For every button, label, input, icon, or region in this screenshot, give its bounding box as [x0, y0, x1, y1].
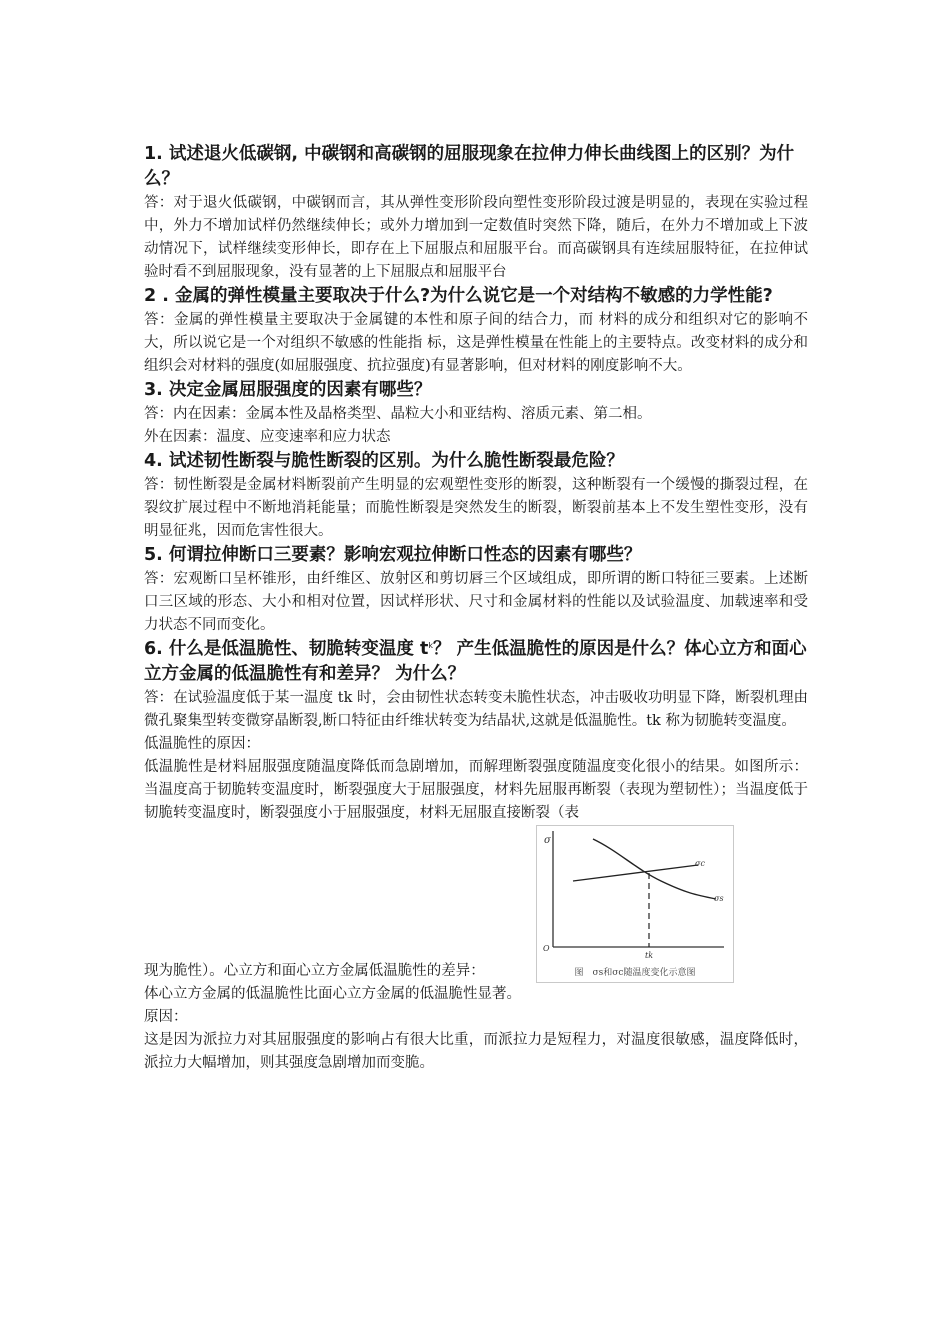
reason-text: 这是因为派拉力对其屈服强度的影响占有很大比重，而派拉力是短程力，对温度很敏感，温度降低时，派拉力大幅增加，则其强度急剧增加而变脆。 — [144, 1032, 808, 1071]
answer-3-external: 外在因素：温度、应变速率和应力状态 — [144, 429, 391, 445]
question-5: 5. 何谓拉伸断口三要素？影响宏观拉伸断口性态的因素有哪些？ — [144, 545, 642, 565]
figure-caption: 图 σs和σc随温度变化示意图 — [574, 968, 696, 978]
cause-text: 低温脆性是材料屈服强度随温度降低而急剧增加，而解理断裂强度随温度变化很小的结果。如图所示：当温度高于韧脆转变温度时，断裂强度大于屈服强度，材料先屈服再断裂（表现为塑韧性）；当温度低于韧脆转变温度时，断裂强度小于屈服强度，材料无屈服直接断裂（表 — [144, 759, 808, 821]
reason-heading: 原因： — [144, 1009, 188, 1025]
question-6 — [144, 637, 808, 687]
figure-line — [144, 825, 808, 983]
bcc-fcc-difference: 体心立方金属的低温脆性比面心立方金属的低温脆性显著。 — [144, 986, 521, 1002]
answer-3-internal: 答：内在因素：金属本性及晶格类型、晶粒大小和亚结构、溶质元素、第二相。 — [144, 406, 652, 422]
y-axis-label: σ — [544, 835, 551, 846]
question-2: 2 . 金属的弹性模量主要取决于什么?为什么说它是一个对结构不敏感的力学性能? — [144, 286, 773, 306]
question-6-part-a: 6. 什么是低温脆性、韧脆转变温度 t — [144, 639, 429, 659]
answer-2: 答：金属的弹性模量主要取决于金属键的本性和原子间的结合力，而 材料的成分和组织对它的影响不大，所以说它是一个对组织不敏感的性能指 标，这是弹性模量在性能上的主要特点。改变材料的成分和组织会对材料的强度(如屈服强度、抗拉强度)有显著影响，但对材料的刚度影响不大。 — [144, 312, 808, 374]
curve-sigma-s-label: σs — [714, 894, 724, 903]
question-4: 4. 试述韧性断裂与脆性断裂的区别。为什么脆性断裂最危险？ — [144, 451, 624, 471]
cause-heading: 低温脆性的原因： — [144, 736, 260, 752]
answer-5: 答：宏观断口呈杯锥形，由纤维区、放射区和剪切唇三个区域组成，即所谓的断口特征三要素。上述断口三区域的形态、大小和相对位置，因试样形状、尺寸和金属材料的性能以及试验温度、加载速率和受力状态不同而变化。 — [144, 571, 808, 633]
question-6-part-b: ？ 产生低温脆性的原因是什么？体心立方和面心立方金属的低温脆性有和差异？ 为什么？ — [144, 639, 807, 684]
answer-6: 答：在试验温度低于某一温度 tk 时，会由韧性状态转变未脆性状态，冲击吸收功明显下降，断裂机理由微孔聚集型转变微穿晶断裂,断口特征由纤维状转变为结晶状,这就是低温脆性。tk 称为韧脆转变温度。 — [144, 690, 808, 729]
curve-sigma-c-label: σc — [695, 859, 705, 868]
question-6-subscript: k — [428, 641, 434, 650]
origin-label: O — [543, 944, 550, 953]
cause-tail: 现为脆性）。心立方和面心立方金属低温脆性的差异： — [144, 963, 485, 979]
temperature-diagram — [536, 825, 734, 983]
document-body — [144, 142, 808, 1075]
question-1: 1. 试述退火低碳钢, 中碳钢和高碳钢的屈服现象在拉伸力伸长曲线图上的区别？为什么？ — [144, 144, 795, 189]
question-3: 3. 决定金属屈服强度的因素有哪些？ — [144, 380, 432, 400]
answer-1: 答：对于退火低碳钢，中碳钢而言，其从弹性变形阶段向塑性变形阶段过渡是明显的，表现在实验过程中，外力不增加试样仍然继续伸长；或外力增加到一定数值时突然下降，随后，在外力不增加或上下波动情况下，试样继续变形伸长，即存在上下屈服点和屈服平台。而高碳钢具有连续屈服特征，在拉伸试验时看不到屈服现象，没有显著的上下屈服点和屈服平台 — [144, 195, 808, 280]
tk-tick-label: tk — [645, 951, 654, 960]
figure-frame — [537, 826, 734, 983]
answer-4: 答：韧性断裂是金属材料断裂前产生明显的宏观塑性变形的断裂，这种断裂有一个缓慢的撕裂过程，在裂纹扩展过程中不断地消耗能量；而脆性断裂是突然发生的断裂，断裂前基本上不发生塑性变形，没有明显征兆，因而危害性很大。 — [144, 477, 808, 539]
